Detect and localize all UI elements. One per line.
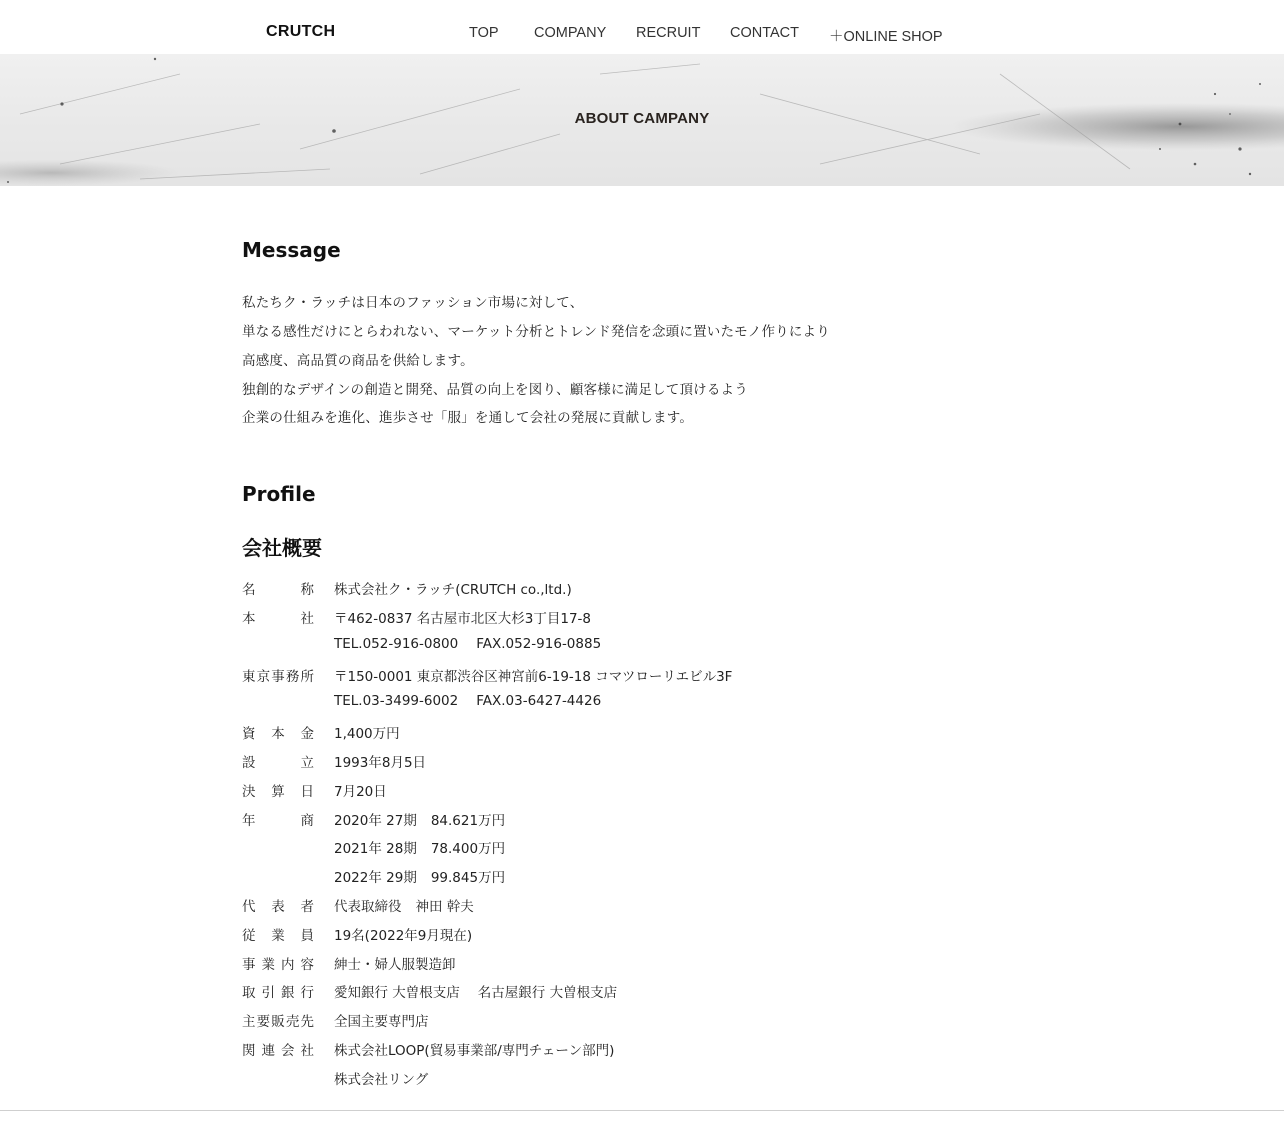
row-value: 〒150-0001 東京都渋谷区神宮前6-19-18 コマツローリエビル3F [334,669,733,685]
row-label: 東京事務所 [242,669,314,685]
row-label: 主要販売先 [242,1014,314,1030]
bank-name: 名古屋銀行 大曽根支店 [477,985,618,1001]
row-label: 名称 [242,582,314,598]
nav-recruit[interactable]: RECRUIT [636,25,701,41]
message-heading: Message [242,238,341,262]
message-line: 単なる感性だけにとらわれない、マーケット分析とトレンド発信を念頭に置いたモノ作りにより [242,324,830,340]
footer-divider [0,1110,1284,1111]
row-value: 〒462-0837 名古屋市北区大杉3丁目17-8 [334,611,592,627]
site-logo[interactable]: CRUTCH [266,23,336,40]
fiscal-year: 2020年 27期 [334,813,417,829]
sales-amount: 84.621万円 [430,813,506,829]
row-value: 1993年8月5日 [334,755,427,771]
row-label: 年商 [242,813,314,829]
tel-number: TEL.03-3499-6002 [334,693,459,709]
representative-role: 代表取締役 [334,899,402,915]
row-value: 1,400万円 [334,726,400,742]
row-label: 関連会社 [242,1043,314,1059]
profile-heading: Profile [242,482,316,506]
row-value: 紳士・婦人服製造卸 [334,957,456,973]
message-line: 独創的なデザインの創造と開発、品質の向上を図り、顧客様に満足して頂けるよう [242,382,748,398]
row-value: 7月20日 [334,784,387,800]
fax-number: FAX.03-6427-4426 [476,693,602,709]
row-value [334,981,617,1001]
nav-company[interactable]: COMPANY [534,25,607,41]
row-value: 株式会社リング [334,1072,429,1088]
message-line: 私たちク・ラッチは日本のファッション市場に対して、 [242,295,584,311]
row-value [334,636,601,652]
row-label: 代表者 [242,899,314,915]
fax-number: FAX.052-916-0885 [476,636,602,652]
nav-online-shop[interactable]: ＋ONLINE SHOP [829,29,943,45]
row-label: 従業員 [242,928,314,944]
tel-number: TEL.052-916-0800 [334,636,459,652]
row-value [334,809,505,829]
hero-title: ABOUT CAMPANY [574,110,710,127]
bank-name: 愛知銀行 大曽根支店 [334,985,460,1001]
row-label: 事業内容 [242,957,314,973]
site-header [0,0,1284,54]
row-value: 株式会社ク・ラッチ(CRUTCH co.,ltd.) [334,582,572,598]
row-label: 決算日 [242,784,314,800]
row-value: 19名(2022年9月現在) [334,928,473,944]
message-line: 企業の仕組みを進化、進歩させ「服」を通して会社の発展に貢献します。 [242,410,694,426]
row-label: 設立 [242,755,314,771]
nav-contact[interactable]: CONTACT [730,25,800,41]
sales-amount: 78.400万円 [430,841,506,857]
row-value [334,693,601,709]
row-value: 株式会社LOOP(貿易事業部/専門チェーン部門) [334,1043,615,1059]
row-label: 取引銀行 [242,985,314,1001]
row-value [334,837,505,857]
row-label: 本社 [242,611,314,627]
message-line: 高感度、高品質の商品を供給します。 [242,353,474,369]
company-overview-heading: 会社概要 [242,536,322,560]
row-value [334,866,505,886]
nav-top[interactable]: TOP [469,25,499,41]
sales-amount: 99.845万円 [430,870,506,886]
fiscal-year: 2022年 29期 [334,870,417,886]
fiscal-year: 2021年 28期 [334,841,417,857]
hero-banner [0,54,1284,186]
row-value [334,895,474,915]
representative-name: 神田 幹夫 [415,899,474,915]
row-label: 資本金 [242,726,314,742]
row-value: 全国主要専門店 [334,1014,429,1030]
